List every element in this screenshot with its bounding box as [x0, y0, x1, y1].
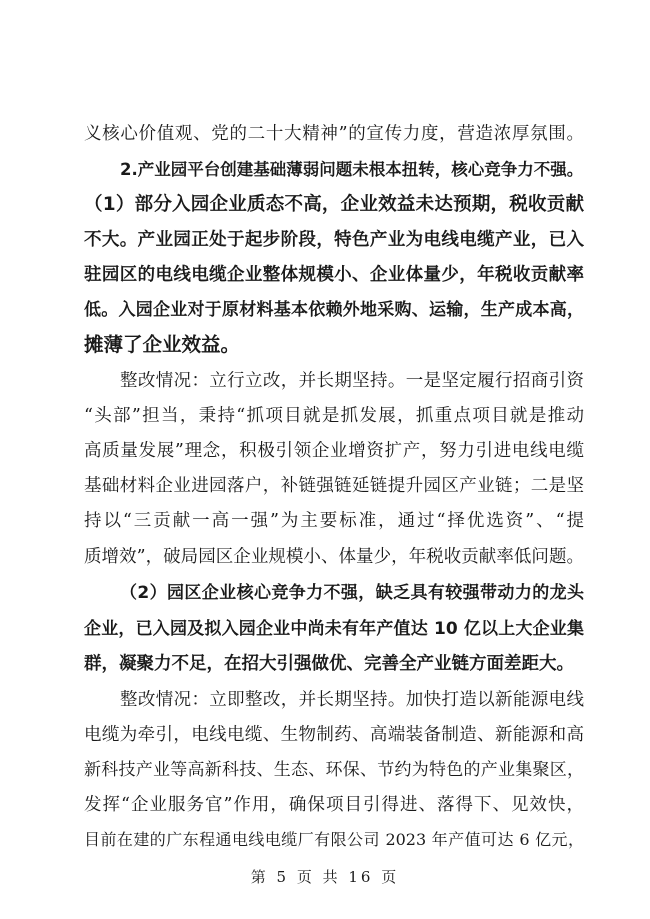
section-heading: 2.产业园平台创建基础薄弱问题未根本扭转，核心竞争力不强。: [120, 160, 584, 179]
body-line: 基础材料企业进园落户，补链强链延链提升园区产业链；二是坚: [84, 476, 584, 496]
body-line: 义核心价值观、党的二十大精神”的宣传力度，营造浓厚氛围。: [84, 124, 584, 144]
issue-heading-line: 企业，已入园及拟入园企业中尚未有年产值达 10 亿以上大企业集: [84, 619, 584, 639]
page-number-footer: 第 5 页 共 16 页: [250, 868, 400, 886]
body-line: 整改情况：立即整改，并长期坚持。加快打造以新能源电线: [120, 690, 584, 710]
issue-heading-line: 驻园区的电线电缆企业整体规模小、企业体量少，年税收贡献率: [84, 265, 584, 285]
body-line: 持以“三贡献一高一强”为主要标准，通过“择优选资”、“提: [84, 511, 584, 531]
issue-heading-line: 低。入园企业对于原材料基本依赖外地采购、运输，生产成本高，: [84, 300, 584, 320]
body-line: 目前在建的广东程通电线电缆厂有限公司 2023 年产值可达 6 亿元，: [84, 830, 584, 849]
body-line: “头部”担当，秉持“抓项目就是抓发展，抓重点项目就是推动: [84, 406, 584, 426]
body-line: 发挥“企业服务官”作用，确保项目引得进、落得下、见效快，: [84, 795, 584, 815]
issue-heading-line: （2）园区企业核心竞争力不强，缺乏具有较强带动力的龙头: [120, 583, 584, 603]
body-line: 质增效”，破局园区企业规模小、体量少，年税收贡献率低问题。: [84, 547, 584, 567]
issue-heading-line: 不大。产业园正处于起步阶段，特色产业为电线电缆产业，已入: [84, 230, 584, 250]
issue-heading-line: 群，凝聚力不足，在招大引强做优、完善全产业链方面差距大。: [84, 654, 574, 674]
body-line: 整改情况：立行立改，并长期坚持。一是坚定履行招商引资: [120, 371, 584, 391]
body-line: 电缆为牵引，电线电缆、生物制药、高端装备制造、新能源和高: [84, 725, 584, 745]
issue-heading-line: 摊薄了企业效益。: [84, 333, 241, 356]
body-line: 高质量发展”理念，积极引领企业增资扩产，努力引进电线电缆: [84, 441, 584, 461]
issue-heading-line: （1）部分入园企业质态不高，企业效益未达预期，税收贡献: [84, 194, 584, 215]
body-line: 新科技产业等高新科技、生态、环保、节约为特色的产业集聚区，: [84, 760, 584, 780]
